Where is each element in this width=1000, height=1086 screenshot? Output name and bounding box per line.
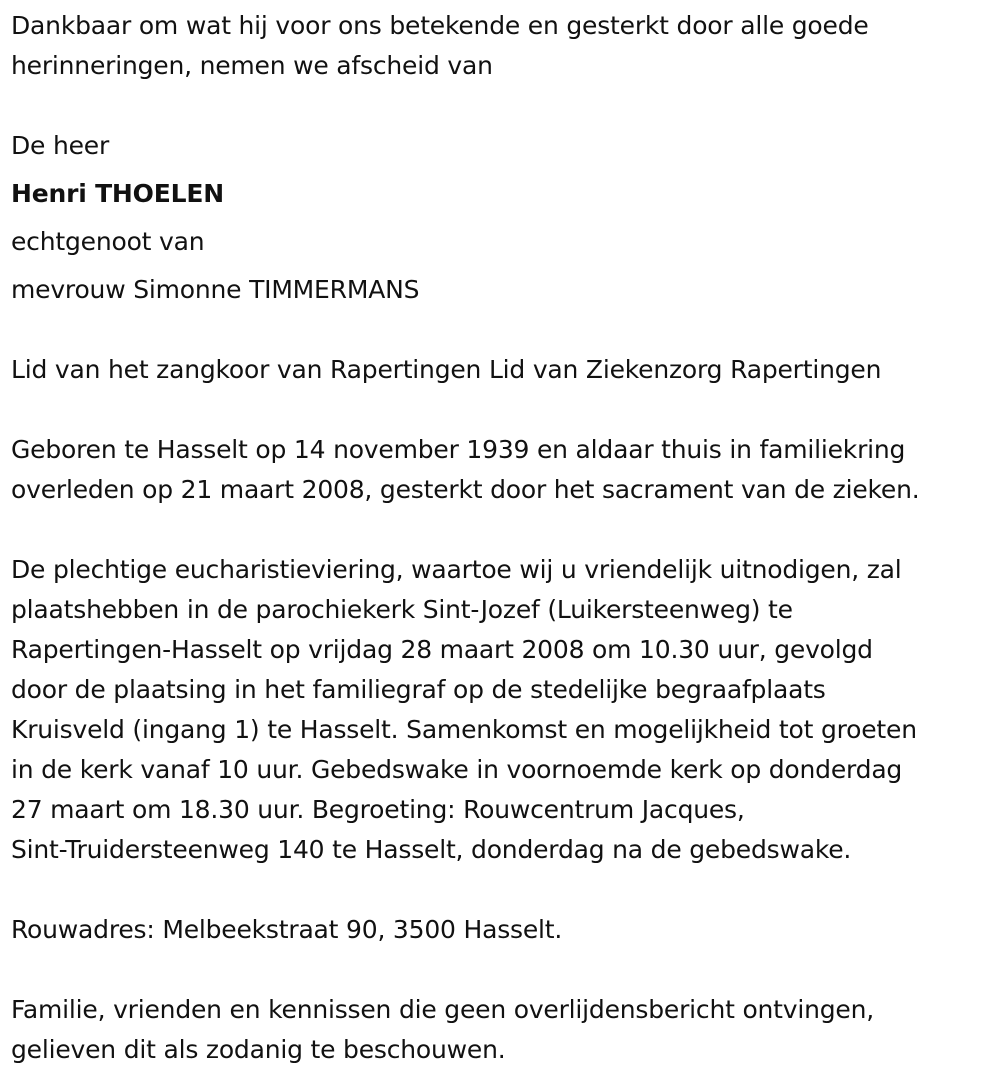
ceremony-line: 27 maart om 18.30 uur. Begroeting: Rouwcentrum Jacques, [11, 795, 745, 824]
intro-paragraph [11, 6, 869, 86]
intro-line: Dankbaar om wat hij voor ons betekende en gesterkt door alle goede [11, 11, 869, 40]
salutation: De heer [11, 131, 110, 160]
birth-death-line: overleden op 21 maart 2008, gesterkt door het sacrament van de zieken. [11, 475, 920, 504]
ceremony-line: door de plaatsing in het familiegraf op de stedelijke begraafplaats [11, 675, 826, 704]
memberships: Lid van het zangkoor van Rapertingen Lid van Ziekenzorg Rapertingen [11, 355, 882, 384]
ceremony-line: Rapertingen-Hasselt op vrijdag 28 maart 2008 om 10.30 uur, gevolgd [11, 635, 873, 664]
closing-line: Familie, vrienden en kennissen die geen overlijdensbericht ontvingen, [11, 995, 875, 1024]
ceremony-paragraph [11, 550, 917, 870]
intro-line: herinneringen, nemen we afscheid van [11, 51, 493, 80]
ceremony-line: De plechtige eucharistieviering, waartoe wij u vriendelijk uitnodigen, zal [11, 555, 902, 584]
deceased-name: Henri THOELEN [11, 179, 224, 208]
closing-line: gelieven dit als zodanig te beschouwen. [11, 1035, 506, 1064]
ceremony-line: Kruisveld (ingang 1) te Hasselt. Samenkomst en mogelijkheid tot groeten [11, 715, 917, 744]
mourning-address: Rouwadres: Melbeekstraat 90, 3500 Hasselt. [11, 915, 563, 944]
birth-death-line: Geboren te Hasselt op 14 november 1939 en aldaar thuis in familiekring [11, 435, 906, 464]
ceremony-line: Sint-Truidersteenweg 140 te Hasselt, donderdag na de gebedswake. [11, 835, 852, 864]
spouse-name: mevrouw Simonne TIMMERMANS [11, 275, 420, 304]
relation-label: echtgenoot van [11, 227, 205, 256]
birth-death-paragraph [11, 430, 919, 510]
ceremony-line: plaatshebben in de parochiekerk Sint-Jozef (Luikersteenweg) te [11, 595, 793, 624]
ceremony-line: in de kerk vanaf 10 uur. Gebedswake in voornoemde kerk op donderdag [11, 755, 903, 784]
closing-paragraph [11, 990, 874, 1070]
